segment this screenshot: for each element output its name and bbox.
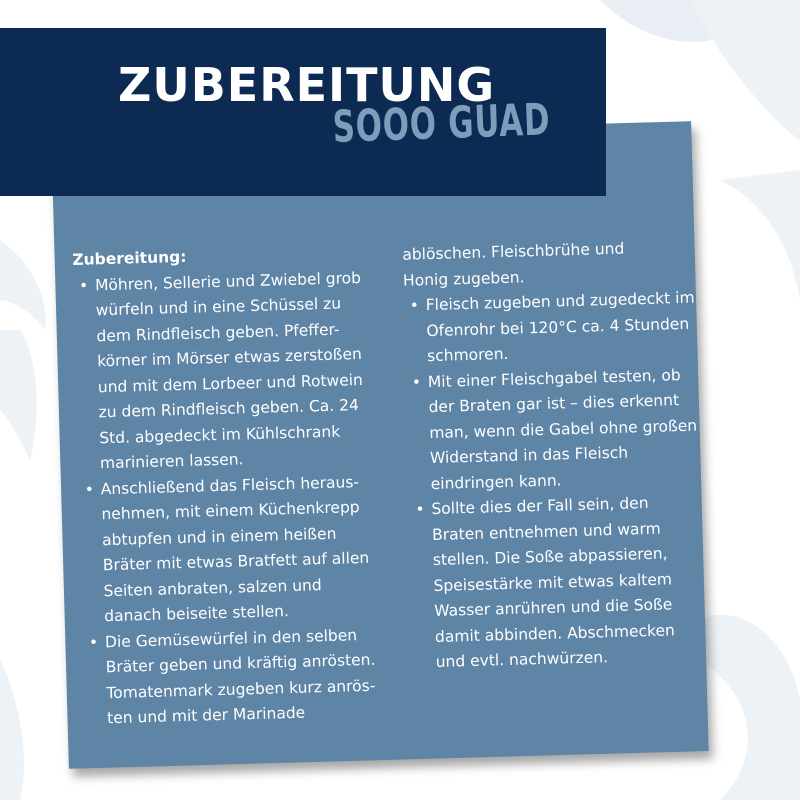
recipe-text — [72, 230, 725, 728]
step-item — [78, 468, 402, 630]
step-line: abtupfen und in einem heißen — [101, 524, 337, 549]
page-title: ZUBEREITUNG — [118, 58, 496, 112]
step-line: würfeln und in eine Schüssel zu — [95, 294, 342, 320]
steps-list-left — [73, 265, 406, 733]
step-line: ten und mit der Marinade — [106, 703, 306, 728]
step-line: Std. abgedeckt im Kühlschrank — [99, 422, 341, 447]
step-item — [409, 489, 714, 676]
step-line: marinieren lassen. — [99, 450, 244, 473]
step-line: damit abbinden. Abschmecken — [434, 620, 676, 646]
section-heading: Zubereitung: — [72, 247, 187, 269]
step-continuation — [402, 234, 703, 293]
step-line: Wasser anrühren und die Soße — [434, 595, 673, 621]
step-line: Widerstand in das Fleisch — [429, 443, 629, 468]
left-column — [72, 239, 405, 732]
step-line: • Fleisch zugeben und zugedeckt im — [425, 288, 695, 315]
step-line: eindringen kann. — [430, 470, 562, 493]
step-line: dem Rindfleisch geben. Pfeffer- — [96, 320, 340, 345]
step-line: Bräter mit etwas Bratfett auf allen — [102, 548, 370, 575]
step-line: Braten entnehmen und warm — [431, 519, 661, 544]
step-item — [403, 285, 705, 370]
step-line: körner im Mörser etwas zerstoßen — [96, 344, 363, 371]
step-line: • Mit einer Fleischgabel testen, ob — [427, 365, 681, 391]
step-line: man, wenn die Gabel ohne großen — [429, 416, 698, 442]
step-item — [83, 621, 406, 732]
step-line: Seiten anbraten, salzen und — [103, 575, 322, 600]
step-line: und mit dem Lorbeer und Rotwein — [97, 370, 364, 396]
step-line: • Anschließend das Fleisch heraus- — [100, 472, 360, 498]
step-line: • Sollte dies der Fall sein, den — [431, 494, 649, 519]
step-line: • Möhren, Sellerie und Zwiebel grob — [94, 268, 362, 294]
page-subtitle: SOOO GUAD — [331, 94, 552, 153]
step-line: danach beiseite stellen. — [104, 602, 290, 626]
step-item — [73, 265, 399, 478]
step-line: stellen. Die Soße abpassieren, — [432, 544, 668, 570]
step-line: zu dem Rindfleisch geben. Ca. 24 — [98, 396, 360, 422]
step-line: nehmen, mit einem Küchenkrepp — [101, 498, 360, 524]
steps-list-right — [403, 285, 714, 676]
step-line: Speisestärke mit etwas kaltem — [433, 569, 673, 595]
right-column — [402, 234, 714, 676]
step-line: Bräter geben und kräftig anrösten. — [105, 650, 376, 677]
step-line: • Die Gemüsewürfel in den selben — [104, 625, 358, 651]
step-line: Tomatenmark zugeben kurz anrös- — [106, 676, 376, 702]
step-line: der Braten gar ist – dies erkennt — [428, 391, 680, 417]
step-line: und evtl. nachwürzen. — [435, 648, 609, 672]
step-line: schmoren. — [426, 344, 509, 366]
step-line: Ofenrohr bei 120°C ca. 4 Stunden — [426, 314, 690, 340]
step-line: Honig zugeben. — [402, 267, 525, 290]
step-line: ablöschen. Fleischbrühe und — [402, 239, 625, 264]
step-item — [406, 362, 709, 498]
